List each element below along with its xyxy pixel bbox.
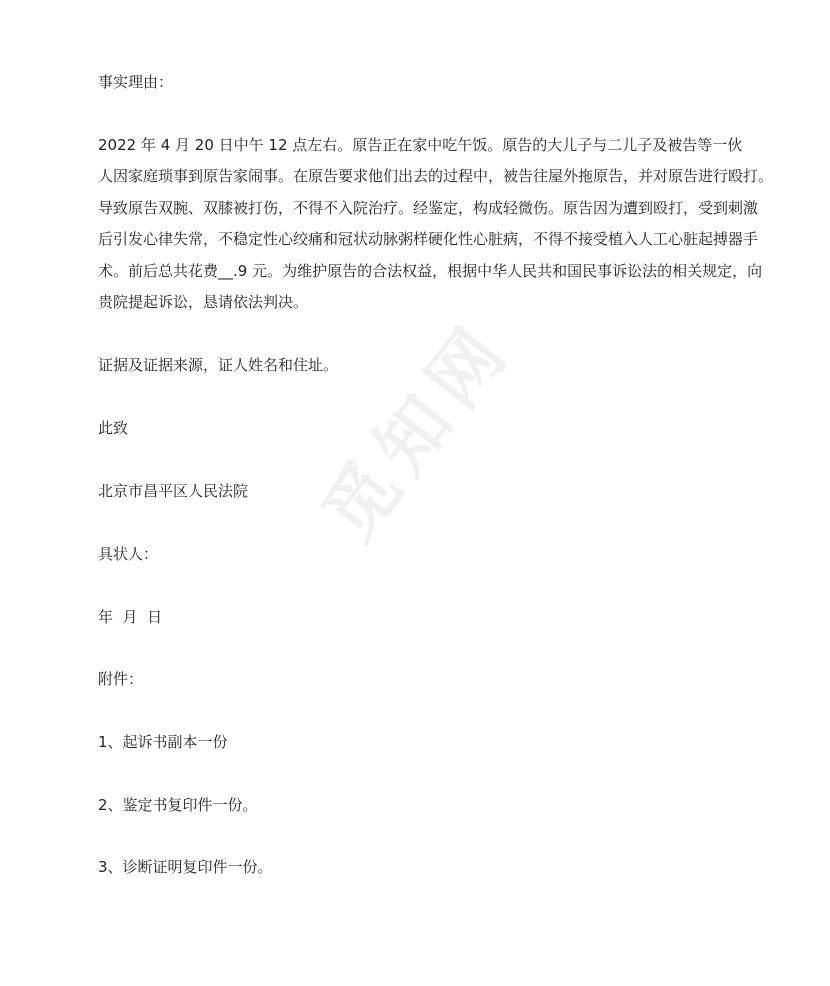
attachment-item: 1、起诉书副本一份 — [98, 733, 228, 751]
attachments-heading: 附件： — [98, 670, 144, 688]
facts-heading: 事实理由： — [98, 73, 174, 91]
facts-line: 2022 年 4 月 20 日中午 12 点左右。原告正在家中吃午饭。原告的大儿子与二儿子及被告等一伙 — [98, 136, 743, 154]
greeting-line: 此致 — [98, 419, 129, 437]
facts-line: 后引发心律失常，不稳定性心绞痛和冠状动脉粥样硬化性心脏病，不得不接受植入人工心脏起搏器手 — [98, 230, 759, 248]
evidence-line: 证据及证据来源，证人姓名和住址。 — [98, 356, 339, 374]
facts-line: 人因家庭琐事到原告家闹事。在原告要求他们出去的过程中，被告往屋外拖原告，并对原告进行殴打。 — [98, 167, 774, 185]
attachment-item: 3、诊断证明复印件一份。 — [98, 858, 273, 876]
facts-line: 导致原告双腕、双膝被打伤，不得不入院治疗。经鉴定，构成轻微伤。原告因为遭到殴打，受到刺激 — [98, 199, 759, 217]
court-name: 北京市昌平区人民法院 — [98, 482, 249, 500]
plaintiff-signature-label: 具状人： — [98, 545, 159, 563]
date-line: 年 月 日 — [98, 608, 163, 626]
attachment-item: 2、鉴定书复印件一份。 — [98, 796, 258, 814]
watermark: 觅知网 — [306, 304, 529, 556]
facts-line: 贵院提起诉讼，恳请依法判决。 — [98, 293, 309, 311]
facts-line: 术。前后总共花费__.9 元。为维护原告的合法权益，根据中华人民共和国民事诉讼法的相关规定，向 — [98, 262, 763, 280]
